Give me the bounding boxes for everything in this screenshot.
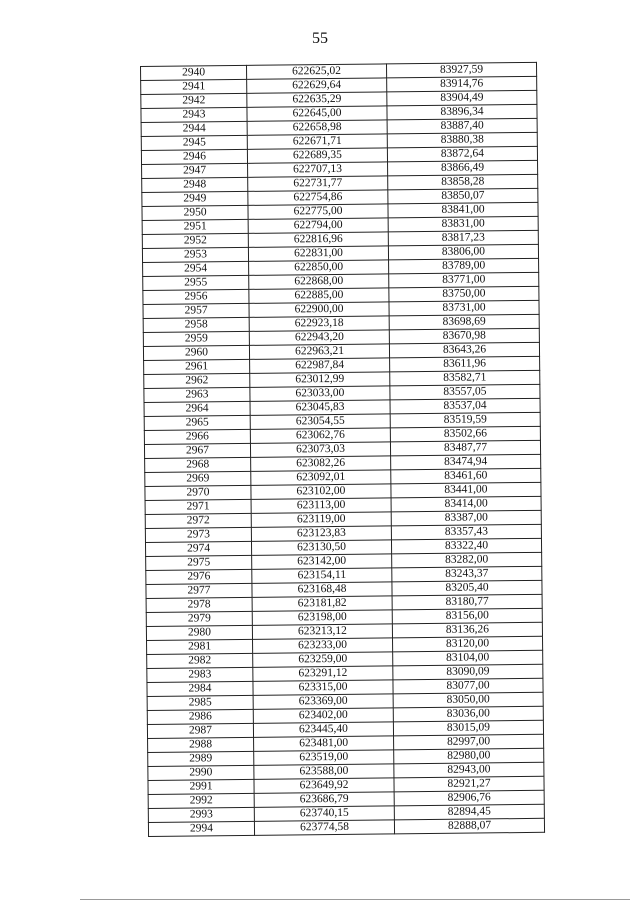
point-number-cell: 2989 — [148, 751, 254, 766]
x-coordinate-cell: 622775,00 — [248, 204, 388, 219]
point-number-cell: 2956 — [143, 289, 249, 304]
x-coordinate-cell: 623402,00 — [253, 708, 393, 723]
y-coordinate-cell: 83322,40 — [391, 538, 541, 554]
x-coordinate-cell: 622794,00 — [248, 218, 388, 233]
y-coordinate-cell: 83519,59 — [390, 412, 540, 428]
point-number-cell: 2987 — [147, 723, 253, 738]
y-coordinate-cell: 83872,64 — [387, 146, 537, 162]
x-coordinate-cell: 622850,00 — [249, 260, 389, 275]
x-coordinate-cell: 622816,96 — [248, 232, 388, 247]
x-coordinate-cell: 623369,00 — [253, 694, 393, 709]
y-coordinate-cell: 83841,00 — [388, 202, 538, 218]
point-number-cell: 2953 — [142, 247, 248, 262]
point-number-cell: 2979 — [146, 611, 252, 626]
point-number-cell: 2970 — [145, 485, 251, 500]
y-coordinate-cell: 83904,49 — [387, 90, 537, 106]
page-bottom-edge — [80, 899, 630, 900]
y-coordinate-cell: 83015,09 — [393, 720, 543, 736]
x-coordinate-cell: 623113,00 — [251, 498, 391, 513]
point-number-cell: 2985 — [147, 695, 253, 710]
point-number-cell: 2952 — [142, 233, 248, 248]
x-coordinate-cell: 622689,35 — [247, 148, 387, 163]
point-number-cell: 2944 — [141, 121, 247, 136]
y-coordinate-cell: 83487,77 — [390, 440, 540, 456]
y-coordinate-cell: 83750,00 — [389, 286, 539, 302]
point-number-cell: 2951 — [142, 219, 248, 234]
point-number-cell: 2962 — [144, 373, 250, 388]
y-coordinate-cell: 82921,27 — [394, 776, 544, 792]
y-coordinate-cell: 83643,26 — [389, 342, 539, 358]
y-coordinate-cell: 83050,00 — [393, 692, 543, 708]
x-coordinate-cell: 622963,21 — [249, 344, 389, 359]
x-coordinate-cell: 622831,00 — [248, 246, 388, 261]
x-coordinate-cell: 623033,00 — [250, 386, 390, 401]
x-coordinate-cell: 622625,02 — [246, 64, 386, 79]
y-coordinate-cell: 83698,69 — [389, 314, 539, 330]
x-coordinate-cell: 622635,29 — [247, 92, 387, 107]
point-number-cell: 2943 — [141, 107, 247, 122]
point-number-cell: 2972 — [145, 513, 251, 528]
x-coordinate-cell: 623054,55 — [250, 414, 390, 429]
point-number-cell: 2980 — [146, 625, 252, 640]
point-number-cell: 2992 — [148, 793, 254, 808]
point-number-cell: 2967 — [144, 443, 250, 458]
x-coordinate-cell: 623291,12 — [253, 666, 393, 681]
x-coordinate-cell: 623045,83 — [250, 400, 390, 415]
y-coordinate-cell: 82943,00 — [394, 762, 544, 778]
x-coordinate-cell: 623233,00 — [253, 638, 393, 653]
point-number-cell: 2994 — [148, 821, 254, 836]
x-coordinate-cell: 623686,79 — [254, 792, 394, 807]
x-coordinate-cell: 622868,00 — [249, 274, 389, 289]
y-coordinate-cell: 82980,00 — [394, 748, 544, 764]
y-coordinate-cell: 83896,34 — [387, 104, 537, 120]
x-coordinate-cell: 623181,82 — [252, 596, 392, 611]
y-coordinate-cell: 83387,00 — [391, 510, 541, 526]
y-coordinate-cell: 83806,00 — [388, 244, 538, 260]
y-coordinate-cell: 83866,49 — [388, 160, 538, 176]
x-coordinate-cell: 623198,00 — [252, 610, 392, 625]
point-number-cell: 2969 — [145, 471, 251, 486]
y-coordinate-cell: 83156,00 — [392, 608, 542, 624]
x-coordinate-cell: 623519,00 — [254, 750, 394, 765]
x-coordinate-cell: 623062,76 — [250, 428, 390, 443]
y-coordinate-cell: 83611,96 — [390, 356, 540, 372]
point-number-cell: 2950 — [142, 205, 248, 220]
y-coordinate-cell: 83461,60 — [391, 468, 541, 484]
point-number-cell: 2973 — [145, 527, 251, 542]
x-coordinate-cell: 623082,26 — [251, 456, 391, 471]
y-coordinate-cell: 83557,05 — [390, 384, 540, 400]
point-number-cell: 2984 — [147, 681, 253, 696]
point-number-cell: 2940 — [141, 65, 247, 80]
x-coordinate-cell: 622731,77 — [248, 176, 388, 191]
point-number-cell: 2988 — [148, 737, 254, 752]
x-coordinate-cell: 623259,00 — [253, 652, 393, 667]
x-coordinate-cell: 622943,20 — [249, 330, 389, 345]
point-number-cell: 2961 — [144, 359, 250, 374]
coordinates-table-body — [141, 62, 545, 836]
x-coordinate-cell: 623119,00 — [251, 512, 391, 527]
y-coordinate-cell: 83180,77 — [392, 594, 542, 610]
point-number-cell: 2975 — [146, 555, 252, 570]
x-coordinate-cell: 623588,00 — [254, 764, 394, 779]
point-number-cell: 2941 — [141, 79, 247, 94]
point-number-cell: 2945 — [141, 135, 247, 150]
point-number-cell: 2959 — [143, 331, 249, 346]
y-coordinate-cell: 83858,28 — [388, 174, 538, 190]
y-coordinate-cell: 83880,38 — [387, 132, 537, 148]
x-coordinate-cell: 623123,83 — [251, 526, 391, 541]
y-coordinate-cell: 83887,40 — [387, 118, 537, 134]
point-number-cell: 2976 — [146, 569, 252, 584]
y-coordinate-cell: 83205,40 — [392, 580, 542, 596]
x-coordinate-cell: 623012,99 — [250, 372, 390, 387]
x-coordinate-cell: 622671,71 — [247, 134, 387, 149]
y-coordinate-cell: 82997,00 — [394, 734, 544, 750]
y-coordinate-cell: 83120,00 — [393, 636, 543, 652]
point-number-cell: 2948 — [142, 177, 248, 192]
x-coordinate-cell: 623213,12 — [252, 624, 392, 639]
point-number-cell: 2986 — [147, 709, 253, 724]
coordinates-table-wrapper — [140, 62, 544, 837]
point-number-cell: 2955 — [143, 275, 249, 290]
y-coordinate-cell: 83282,00 — [392, 552, 542, 568]
y-coordinate-cell: 83817,23 — [388, 230, 538, 246]
y-coordinate-cell: 83090,09 — [393, 664, 543, 680]
point-number-cell: 2971 — [145, 499, 251, 514]
x-coordinate-cell: 623168,48 — [252, 582, 392, 597]
x-coordinate-cell: 623130,50 — [251, 540, 391, 555]
page-number: 55 — [312, 30, 328, 47]
y-coordinate-cell: 82888,07 — [394, 818, 544, 834]
point-number-cell: 2947 — [142, 163, 248, 178]
point-number-cell: 2949 — [142, 191, 248, 206]
x-coordinate-cell: 622987,84 — [250, 358, 390, 373]
y-coordinate-cell: 83914,76 — [387, 76, 537, 92]
point-number-cell: 2983 — [147, 667, 253, 682]
y-coordinate-cell: 83502,66 — [390, 426, 540, 442]
point-number-cell: 2964 — [144, 401, 250, 416]
y-coordinate-cell: 83831,00 — [388, 216, 538, 232]
y-coordinate-cell: 83927,59 — [386, 62, 536, 78]
y-coordinate-cell: 83357,43 — [391, 524, 541, 540]
y-coordinate-cell: 83036,00 — [393, 706, 543, 722]
point-number-cell: 2965 — [144, 415, 250, 430]
point-number-cell: 2963 — [144, 387, 250, 402]
x-coordinate-cell: 622900,00 — [249, 302, 389, 317]
point-number-cell: 2954 — [143, 261, 249, 276]
point-number-cell: 2966 — [144, 429, 250, 444]
point-number-cell: 2982 — [147, 653, 253, 668]
x-coordinate-cell: 622923,18 — [249, 316, 389, 331]
x-coordinate-cell: 622629,64 — [247, 78, 387, 93]
x-coordinate-cell: 623073,03 — [250, 442, 390, 457]
y-coordinate-cell: 83582,71 — [390, 370, 540, 386]
y-coordinate-cell: 83104,00 — [393, 650, 543, 666]
x-coordinate-cell: 623740,15 — [254, 806, 394, 821]
y-coordinate-cell: 83731,00 — [389, 300, 539, 316]
point-number-cell: 2957 — [143, 303, 249, 318]
x-coordinate-cell: 623142,00 — [252, 554, 392, 569]
point-number-cell: 2981 — [147, 639, 253, 654]
x-coordinate-cell: 623774,58 — [254, 820, 394, 835]
point-number-cell: 2977 — [146, 583, 252, 598]
y-coordinate-cell: 83414,00 — [391, 496, 541, 512]
y-coordinate-cell: 83136,26 — [392, 622, 542, 638]
x-coordinate-cell: 623092,01 — [251, 470, 391, 485]
x-coordinate-cell: 622754,86 — [248, 190, 388, 205]
coordinates-table — [140, 62, 545, 837]
x-coordinate-cell: 623445,40 — [253, 722, 393, 737]
x-coordinate-cell: 623481,00 — [254, 736, 394, 751]
y-coordinate-cell: 82894,45 — [394, 804, 544, 820]
y-coordinate-cell: 83670,98 — [389, 328, 539, 344]
x-coordinate-cell: 622645,00 — [247, 106, 387, 121]
y-coordinate-cell: 83441,00 — [391, 482, 541, 498]
point-number-cell: 2968 — [145, 457, 251, 472]
x-coordinate-cell: 622885,00 — [249, 288, 389, 303]
point-number-cell: 2978 — [146, 597, 252, 612]
x-coordinate-cell: 623102,00 — [251, 484, 391, 499]
x-coordinate-cell: 623649,92 — [254, 778, 394, 793]
point-number-cell: 2974 — [145, 541, 251, 556]
y-coordinate-cell: 83077,00 — [393, 678, 543, 694]
y-coordinate-cell: 83243,37 — [392, 566, 542, 582]
point-number-cell: 2958 — [143, 317, 249, 332]
point-number-cell: 2942 — [141, 93, 247, 108]
y-coordinate-cell: 82906,76 — [394, 790, 544, 806]
point-number-cell: 2946 — [141, 149, 247, 164]
point-number-cell: 2990 — [148, 765, 254, 780]
point-number-cell: 2960 — [143, 345, 249, 360]
y-coordinate-cell: 83771,00 — [389, 272, 539, 288]
y-coordinate-cell: 83474,94 — [391, 454, 541, 470]
x-coordinate-cell: 622707,13 — [248, 162, 388, 177]
y-coordinate-cell: 83537,04 — [390, 398, 540, 414]
x-coordinate-cell: 622658,98 — [247, 120, 387, 135]
x-coordinate-cell: 623315,00 — [253, 680, 393, 695]
x-coordinate-cell: 623154,11 — [252, 568, 392, 583]
point-number-cell: 2993 — [148, 807, 254, 822]
y-coordinate-cell: 83789,00 — [389, 258, 539, 274]
y-coordinate-cell: 83850,07 — [388, 188, 538, 204]
point-number-cell: 2991 — [148, 779, 254, 794]
